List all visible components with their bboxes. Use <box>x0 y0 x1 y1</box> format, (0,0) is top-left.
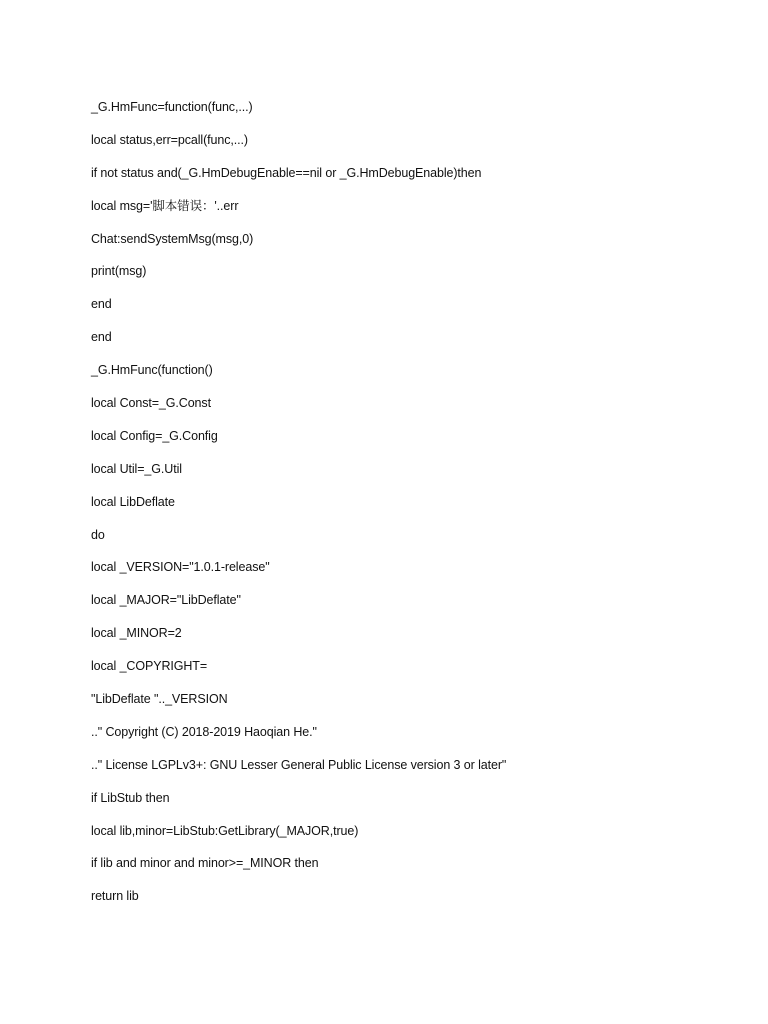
code-line: end <box>91 330 112 345</box>
code-line: .." Copyright (C) 2018-2019 Haoqian He." <box>91 724 317 739</box>
code-line: local lib,minor=LibStub:GetLibrary(_MAJOR,true) <box>91 823 359 838</box>
code-line: local Util=_G.Util <box>91 461 182 476</box>
code-line: end <box>91 297 112 312</box>
code-line: if lib and minor and minor>=_MINOR then <box>91 856 319 871</box>
code-line: return lib <box>91 889 139 904</box>
code-line: _G.HmFunc(function() <box>91 363 213 378</box>
code-line: _G.HmFunc=function(func,...) <box>91 100 253 114</box>
code-line: if LibStub then <box>91 790 170 805</box>
code-line: local status,err=pcall(func,...) <box>91 132 248 147</box>
code-line: local Config=_G.Config <box>91 428 218 443</box>
code-line: Chat:sendSystemMsg(msg,0) <box>91 231 254 246</box>
code-listing <box>91 91 506 913</box>
code-line: .." License LGPLv3+: GNU Lesser General Public License version 3 or later" <box>91 757 507 772</box>
code-line: if not status and(_G.HmDebugEnable==nil or _G.HmDebugEnable)then <box>91 165 482 180</box>
code-line: print(msg) <box>91 264 147 279</box>
code-line: do <box>91 527 105 542</box>
code-line: local _MAJOR="LibDeflate" <box>91 593 241 608</box>
code-line: local _VERSION="1.0.1-release" <box>91 560 270 575</box>
code-line: local _MINOR=2 <box>91 626 182 641</box>
code-line: local LibDeflate <box>91 494 175 509</box>
code-line: local _COPYRIGHT= <box>91 659 208 674</box>
code-line: local msg='脚本错误：'..err <box>91 198 239 213</box>
code-line: local Const=_G.Const <box>91 396 211 411</box>
code-line: "LibDeflate ".._VERSION <box>91 692 228 707</box>
